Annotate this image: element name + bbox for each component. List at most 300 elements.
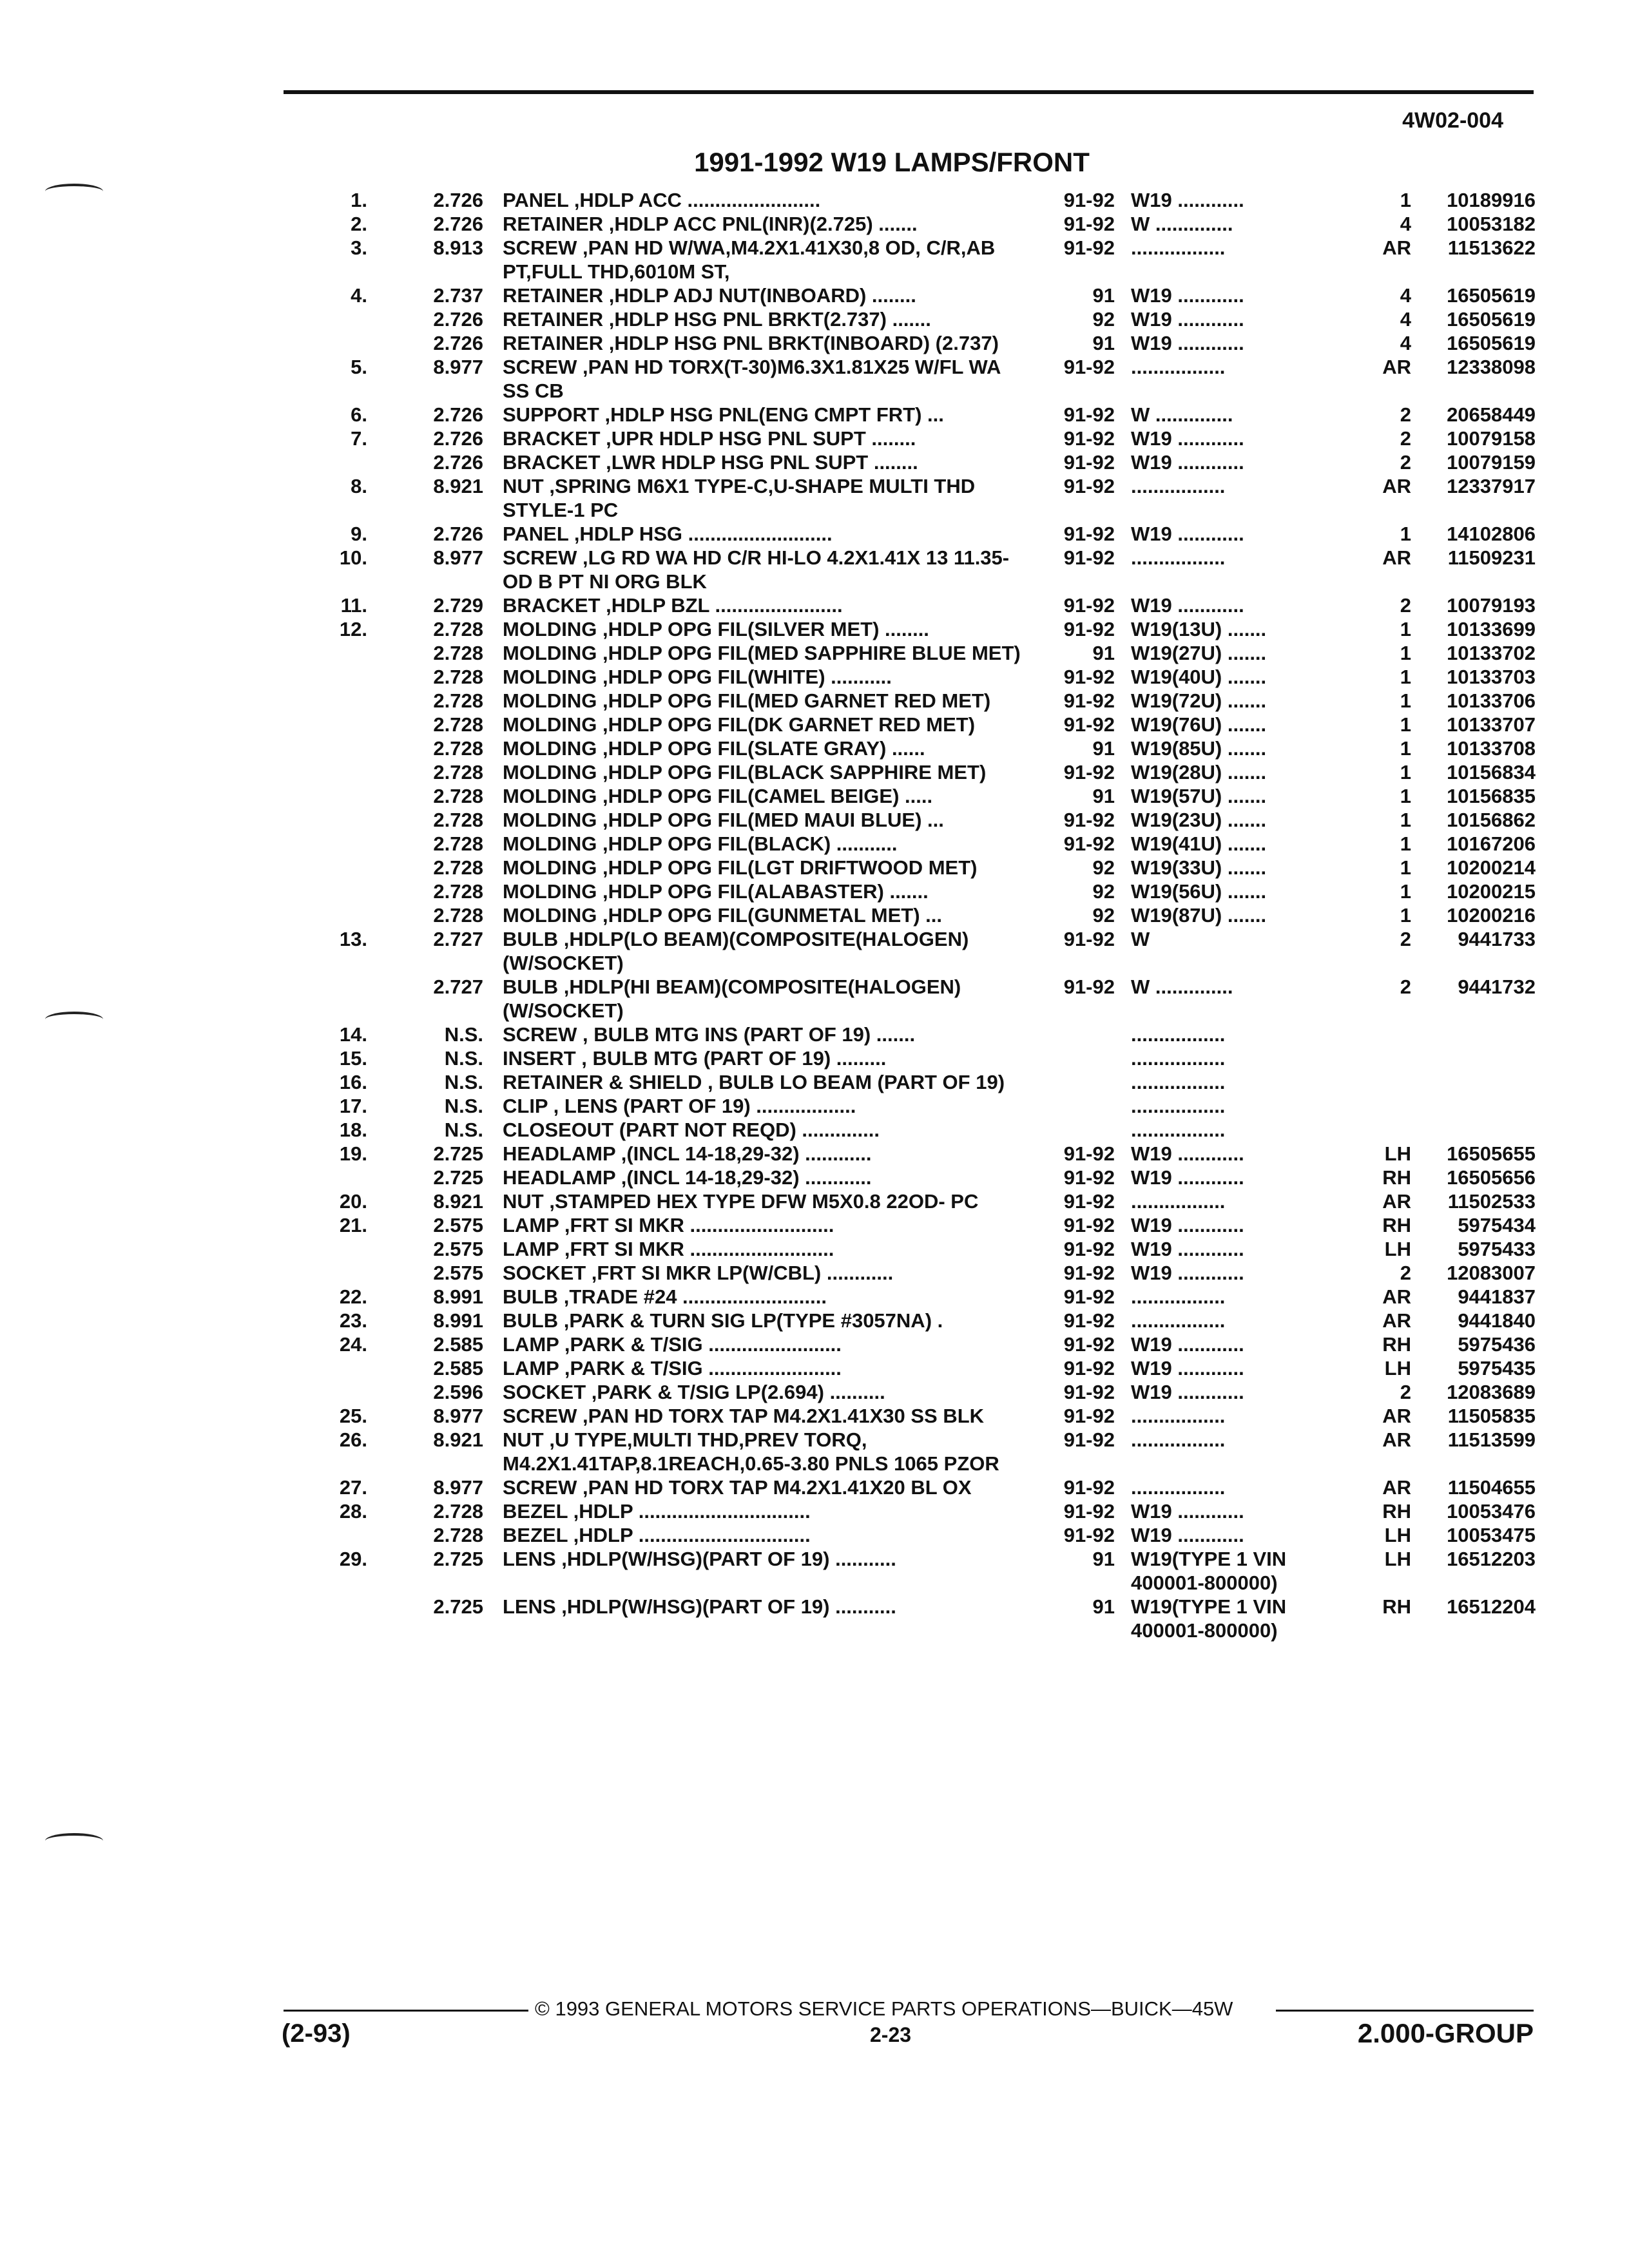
part-description: CLOSEOUT (PART NOT REQD) .............. xyxy=(503,1119,880,1141)
part-description: SOCKET ,PARK & T/SIG LP(2.694) .......... xyxy=(503,1381,885,1403)
part-description: MOLDING ,HDLP OPG FIL(CAMEL BEIGE) ..... xyxy=(503,785,933,807)
page-title: 1991-1992 W19 LAMPS/FRONT xyxy=(694,147,1090,177)
item-number: 13. xyxy=(339,928,367,950)
part-description: BULB ,HDLP(HI BEAM)(COMPOSITE(HALOGEN) (W/SOCKET) xyxy=(503,975,961,1022)
quantity: AR xyxy=(1382,1285,1411,1308)
table-row xyxy=(0,1475,1629,1499)
quantity: 2 xyxy=(1400,1381,1411,1403)
quantity: AR xyxy=(1382,1190,1411,1213)
table-row xyxy=(0,689,1629,713)
model-code: W19(56U) ....... xyxy=(1131,880,1267,903)
part-number: 9441733 xyxy=(1458,928,1536,950)
model-years: 91-92 xyxy=(1063,475,1115,497)
model-code: W19 ............ xyxy=(1131,1238,1244,1260)
part-number: 11509231 xyxy=(1447,546,1536,569)
group-number: 2.728 xyxy=(433,809,483,831)
model-code: W19 ............ xyxy=(1131,332,1244,354)
quantity: 1 xyxy=(1400,713,1411,736)
part-description: MOLDING ,HDLP OPG FIL(BLACK SAPPHIRE MET) xyxy=(503,761,987,783)
group-number: 2.725 xyxy=(433,1548,483,1570)
model-years: 92 xyxy=(1092,904,1115,927)
model-code: W19 ............ xyxy=(1131,451,1244,474)
table-row xyxy=(0,1595,1629,1642)
quantity: AR xyxy=(1382,1405,1411,1427)
model-years: 91 xyxy=(1092,737,1115,760)
model-code: W19 ............ xyxy=(1131,594,1244,617)
group-number: 8.977 xyxy=(433,356,483,378)
model-years: 92 xyxy=(1092,308,1115,331)
item-number: 5. xyxy=(351,356,367,378)
part-number: 16512203 xyxy=(1447,1548,1536,1570)
part-number: 12083689 xyxy=(1447,1381,1536,1403)
model-code: ................. xyxy=(1131,1476,1226,1499)
part-description: RETAINER ,HDLP HSG PNL BRKT(2.737) ....... xyxy=(503,308,931,331)
part-number: 14102806 xyxy=(1447,523,1536,545)
table-row xyxy=(0,1189,1629,1213)
item-number: 17. xyxy=(339,1095,367,1117)
model-years: 91-92 xyxy=(1063,1190,1115,1213)
quantity: LH xyxy=(1384,1238,1411,1260)
table-row xyxy=(0,808,1629,832)
quantity: 2 xyxy=(1400,451,1411,474)
item-number: 21. xyxy=(339,1214,367,1236)
part-description: SCREW ,PAN HD TORX TAP M4.2X1.41X30 SS BLK xyxy=(503,1405,985,1427)
group-number: 2.728 xyxy=(433,1500,483,1523)
group-number: N.S. xyxy=(444,1047,483,1070)
group-number: 2.729 xyxy=(433,594,483,617)
model-code: ................. xyxy=(1131,1047,1226,1070)
table-row xyxy=(0,1118,1629,1142)
part-description: MOLDING ,HDLP OPG FIL(DK GARNET RED MET) xyxy=(503,713,976,736)
part-description: BEZEL ,HDLP ............................... xyxy=(503,1500,811,1523)
group-number: 2.728 xyxy=(433,642,483,664)
part-number: 10200215 xyxy=(1447,880,1536,903)
margin-mark xyxy=(45,1012,103,1027)
model-years: 91-92 xyxy=(1063,403,1115,426)
model-years: 91-92 xyxy=(1063,761,1115,783)
group-number: 2.596 xyxy=(433,1381,483,1403)
part-number: 10053182 xyxy=(1447,213,1536,235)
model-years: 91-92 xyxy=(1063,1428,1115,1451)
part-number: 10079193 xyxy=(1447,594,1536,617)
item-number: 1. xyxy=(351,189,367,211)
table-row xyxy=(0,236,1629,284)
model-code: W19(72U) ....... xyxy=(1131,689,1267,712)
group-number: 2.575 xyxy=(433,1238,483,1260)
part-description: SCREW ,PAN HD TORX(T-30)M6.3X1.81X25 W/FL WA SS CB xyxy=(503,356,1001,402)
model-code: W19(28U) ....... xyxy=(1131,761,1267,783)
item-number: 19. xyxy=(339,1142,367,1165)
model-code: W19(TYPE 1 VIN 400001-800000) xyxy=(1131,1595,1287,1642)
model-years: 91-92 xyxy=(1063,451,1115,474)
model-code: W19(87U) ....... xyxy=(1131,904,1267,927)
group-number: 8.977 xyxy=(433,1405,483,1427)
group-number: 2.725 xyxy=(433,1166,483,1189)
table-row xyxy=(0,1094,1629,1118)
part-description: RETAINER ,HDLP HSG PNL BRKT(INBOARD) (2.737) xyxy=(503,332,999,354)
table-row xyxy=(0,736,1629,760)
part-number: 12338098 xyxy=(1447,356,1536,378)
table-row xyxy=(0,1404,1629,1428)
quantity: AR xyxy=(1382,356,1411,378)
quantity: 1 xyxy=(1400,856,1411,879)
part-number: 10053475 xyxy=(1447,1524,1536,1546)
model-years: 91-92 xyxy=(1063,1166,1115,1189)
quantity: 4 xyxy=(1400,332,1411,354)
quantity: 1 xyxy=(1400,904,1411,927)
group-number: N.S. xyxy=(444,1119,483,1141)
model-code: W19 ............ xyxy=(1131,1142,1244,1165)
part-description: LAMP ,PARK & T/SIG ........................ xyxy=(503,1333,842,1356)
part-number: 16505655 xyxy=(1447,1142,1536,1165)
quantity: 1 xyxy=(1400,642,1411,664)
group-number: 2.575 xyxy=(433,1214,483,1236)
table-row xyxy=(0,212,1629,236)
table-row xyxy=(0,474,1629,522)
part-description: MOLDING ,HDLP OPG FIL(GUNMETAL MET) ... xyxy=(503,904,942,927)
table-row xyxy=(0,427,1629,450)
margin-mark xyxy=(45,1833,103,1849)
part-description: MOLDING ,HDLP OPG FIL(MED SAPPHIRE BLUE MET) xyxy=(503,642,1021,664)
table-row xyxy=(0,1523,1629,1547)
quantity: 1 xyxy=(1400,523,1411,545)
model-code: W19 ............ xyxy=(1131,1214,1244,1236)
model-years: 91-92 xyxy=(1063,1476,1115,1499)
model-years: 91 xyxy=(1092,1595,1115,1618)
item-number: 25. xyxy=(339,1405,367,1427)
table-row xyxy=(0,879,1629,903)
quantity: LH xyxy=(1384,1142,1411,1165)
part-description: NUT ,SPRING M6X1 TYPE-C,U-SHAPE MULTI THD STYLE-1 PC xyxy=(503,475,976,521)
model-code: W19 ............ xyxy=(1131,427,1244,450)
part-description: LAMP ,FRT SI MKR .......................... xyxy=(503,1238,834,1260)
model-code: ................. xyxy=(1131,1309,1226,1332)
group-number: 2.727 xyxy=(433,928,483,950)
model-years: 91-92 xyxy=(1063,1500,1115,1523)
quantity: 1 xyxy=(1400,785,1411,807)
group-number: 2.726 xyxy=(433,451,483,474)
part-description: MOLDING ,HDLP OPG FIL(SILVER MET) ........ xyxy=(503,618,929,640)
part-number: 11513599 xyxy=(1447,1428,1536,1451)
part-description: NUT ,U TYPE,MULTI THD,PREV TORQ, M4.2X1.41TAP,8.1REACH,0.65-3.80 PNLS 1065 PZOR xyxy=(503,1428,999,1475)
revision-date: (2-93) xyxy=(282,2019,351,2048)
model-code: W19 ............ xyxy=(1131,1357,1244,1379)
table-row xyxy=(0,546,1629,593)
model-code: ................. xyxy=(1131,236,1226,259)
model-years: 91-92 xyxy=(1063,1405,1115,1427)
part-description: BULB ,TRADE #24 .......................... xyxy=(503,1285,827,1308)
model-code: W19(76U) ....... xyxy=(1131,713,1267,736)
group-number: N.S. xyxy=(444,1095,483,1117)
table-row xyxy=(0,665,1629,689)
table-row xyxy=(0,284,1629,307)
part-number: 10167206 xyxy=(1447,832,1536,855)
model-years: 91-92 xyxy=(1063,1381,1115,1403)
quantity: 1 xyxy=(1400,189,1411,211)
part-description: RETAINER ,HDLP ACC PNL(INR)(2.725) ....... xyxy=(503,213,918,235)
table-row xyxy=(0,1499,1629,1523)
group-number: 2.728 xyxy=(433,761,483,783)
group-number: 2.728 xyxy=(433,856,483,879)
part-description: MOLDING ,HDLP OPG FIL(MED MAUI BLUE) ... xyxy=(503,809,944,831)
table-row xyxy=(0,331,1629,355)
part-number: 10200216 xyxy=(1447,904,1536,927)
part-description: PANEL ,HDLP HSG .......................... xyxy=(503,523,833,545)
part-number: 10133706 xyxy=(1447,689,1536,712)
part-number: 10133708 xyxy=(1447,737,1536,760)
footer-rule-left xyxy=(284,2010,528,2012)
part-number: 10156835 xyxy=(1447,785,1536,807)
item-number: 10. xyxy=(339,546,367,569)
part-number: 10079159 xyxy=(1447,451,1536,474)
group-number: 2.727 xyxy=(433,975,483,998)
part-description: MOLDING ,HDLP OPG FIL(SLATE GRAY) ...... xyxy=(503,737,925,760)
group-number: 2.728 xyxy=(433,880,483,903)
model-years: 91-92 xyxy=(1063,356,1115,378)
quantity: 2 xyxy=(1400,928,1411,950)
part-description: NUT ,STAMPED HEX TYPE DFW M5X0.8 22OD- PC xyxy=(503,1190,979,1213)
table-row xyxy=(0,1309,1629,1332)
model-code: ................. xyxy=(1131,1285,1226,1308)
part-number: 9441837 xyxy=(1458,1285,1536,1308)
quantity: 1 xyxy=(1400,618,1411,640)
model-code: ................. xyxy=(1131,1428,1226,1451)
group-number: 8.913 xyxy=(433,236,483,259)
part-number: 10133707 xyxy=(1447,713,1536,736)
quantity: 2 xyxy=(1400,403,1411,426)
footer-copyright: © 1993 GENERAL MOTORS SERVICE PARTS OPERATIONS—BUICK—45W xyxy=(535,1997,1233,2020)
model-code: W19 ............ xyxy=(1131,523,1244,545)
part-description: SCREW ,LG RD WA HD C/R HI-LO 4.2X1.41X 13 11.35-OD B PT NI ORG BLK xyxy=(503,546,1010,593)
model-code: W19 ............ xyxy=(1131,308,1244,331)
item-number: 16. xyxy=(339,1071,367,1093)
group-number: 2.728 xyxy=(433,666,483,688)
table-row xyxy=(0,450,1629,474)
item-number: 7. xyxy=(351,427,367,450)
model-years: 91-92 xyxy=(1063,928,1115,950)
group-number: 2.726 xyxy=(433,213,483,235)
model-years: 91-92 xyxy=(1063,523,1115,545)
model-code: ................. xyxy=(1131,1119,1226,1141)
model-years: 91 xyxy=(1092,332,1115,354)
item-number: 3. xyxy=(351,236,367,259)
table-row xyxy=(0,1547,1629,1595)
model-years: 91-92 xyxy=(1063,666,1115,688)
quantity: AR xyxy=(1382,1309,1411,1332)
part-description: MOLDING ,HDLP OPG FIL(MED GARNET RED MET) xyxy=(503,689,991,712)
table-row xyxy=(0,832,1629,856)
model-years: 91-92 xyxy=(1063,1309,1115,1332)
model-years: 91-92 xyxy=(1063,689,1115,712)
model-code: W19 ............ xyxy=(1131,1500,1244,1523)
part-number: 16505619 xyxy=(1447,332,1536,354)
model-years: 91-92 xyxy=(1063,1524,1115,1546)
model-years: 91-92 xyxy=(1063,975,1115,998)
table-row xyxy=(0,1285,1629,1309)
part-description: LENS ,HDLP(W/HSG)(PART OF 19) ........... xyxy=(503,1595,896,1618)
item-number: 4. xyxy=(351,284,367,307)
item-number: 24. xyxy=(339,1333,367,1356)
group-number: 2.575 xyxy=(433,1262,483,1284)
model-code: W19 ............ xyxy=(1131,284,1244,307)
part-description: INSERT , BULB MTG (PART OF 19) ......... xyxy=(503,1047,887,1070)
part-number: 5975433 xyxy=(1458,1238,1536,1260)
part-description: MOLDING ,HDLP OPG FIL(ALABASTER) ....... xyxy=(503,880,929,903)
group-number: 8.921 xyxy=(433,1190,483,1213)
part-number: 10133699 xyxy=(1447,618,1536,640)
item-number: 6. xyxy=(351,403,367,426)
table-row xyxy=(0,1142,1629,1166)
quantity: AR xyxy=(1382,1428,1411,1451)
part-description: BULB ,HDLP(LO BEAM)(COMPOSITE(HALOGEN) (W/SOCKET) xyxy=(503,928,969,974)
quantity: 4 xyxy=(1400,284,1411,307)
quantity: 1 xyxy=(1400,666,1411,688)
part-number: 5975435 xyxy=(1458,1357,1536,1379)
part-description: HEADLAMP ,(INCL 14-18,29-32) ............ xyxy=(503,1142,872,1165)
part-number: 10133702 xyxy=(1447,642,1536,664)
quantity: LH xyxy=(1384,1548,1411,1570)
part-number: 16505656 xyxy=(1447,1166,1536,1189)
item-number: 9. xyxy=(351,523,367,545)
group-number: 2.726 xyxy=(433,403,483,426)
item-number: 18. xyxy=(339,1119,367,1141)
model-code: W19(13U) ....... xyxy=(1131,618,1267,640)
group-number: 2.726 xyxy=(433,427,483,450)
model-code: ................. xyxy=(1131,1071,1226,1093)
group-number: 2.728 xyxy=(433,904,483,927)
table-row xyxy=(0,593,1629,617)
group-number: 2.585 xyxy=(433,1333,483,1356)
part-number: 10156834 xyxy=(1447,761,1536,783)
part-description: BEZEL ,HDLP ............................... xyxy=(503,1524,811,1546)
model-years: 91-92 xyxy=(1063,1262,1115,1284)
group-number: 2.728 xyxy=(433,618,483,640)
page-number: 2-23 xyxy=(870,2023,912,2046)
part-number: 5975436 xyxy=(1458,1333,1536,1356)
table-row xyxy=(0,1046,1629,1070)
table-row xyxy=(0,784,1629,808)
model-years: 91-92 xyxy=(1063,213,1115,235)
part-description: LAMP ,PARK & T/SIG ........................ xyxy=(503,1357,842,1379)
table-row xyxy=(0,307,1629,331)
model-code: W19 ............ xyxy=(1131,1262,1244,1284)
group-number: 2.726 xyxy=(433,189,483,211)
model-years: 91-92 xyxy=(1063,189,1115,211)
model-years: 92 xyxy=(1092,856,1115,879)
quantity: 1 xyxy=(1400,737,1411,760)
model-code: ................. xyxy=(1131,1095,1226,1117)
quantity: 1 xyxy=(1400,809,1411,831)
model-years: 91 xyxy=(1092,785,1115,807)
item-number: 20. xyxy=(339,1190,367,1213)
table-row xyxy=(0,1380,1629,1404)
part-description: BRACKET ,LWR HDLP HSG PNL SUPT ........ xyxy=(503,451,918,474)
quantity: AR xyxy=(1382,236,1411,259)
group-number: 8.977 xyxy=(433,1476,483,1499)
model-code: W19 ............ xyxy=(1131,1333,1244,1356)
model-years: 91-92 xyxy=(1063,1214,1115,1236)
table-row xyxy=(0,903,1629,927)
model-code: W19(27U) ....... xyxy=(1131,642,1267,664)
quantity: AR xyxy=(1382,1476,1411,1499)
model-years: 91 xyxy=(1092,1548,1115,1570)
model-code: W19(33U) ....... xyxy=(1131,856,1267,879)
table-row xyxy=(0,1261,1629,1285)
table-row xyxy=(0,1332,1629,1356)
group-number: 2.728 xyxy=(433,689,483,712)
group-number: N.S. xyxy=(444,1071,483,1093)
group-number: 8.977 xyxy=(433,546,483,569)
group-number: 2.726 xyxy=(433,332,483,354)
model-years: 91 xyxy=(1092,284,1115,307)
item-number: 14. xyxy=(339,1023,367,1046)
quantity: RH xyxy=(1382,1595,1411,1618)
model-code: W .............. xyxy=(1131,213,1233,235)
quantity: 1 xyxy=(1400,761,1411,783)
quantity: 2 xyxy=(1400,1262,1411,1284)
quantity: AR xyxy=(1382,475,1411,497)
model-code: W19(57U) ....... xyxy=(1131,785,1267,807)
document-id: 4W02-004 xyxy=(1402,108,1503,133)
model-years: 91-92 xyxy=(1063,1142,1115,1165)
quantity: 4 xyxy=(1400,308,1411,331)
table-row xyxy=(0,927,1629,975)
model-years: 91 xyxy=(1092,642,1115,664)
table-row xyxy=(0,713,1629,736)
group-number: 2.737 xyxy=(433,284,483,307)
part-number: 12083007 xyxy=(1447,1262,1536,1284)
part-description: RETAINER ,HDLP ADJ NUT(INBOARD) ........ xyxy=(503,284,916,307)
quantity: 2 xyxy=(1400,975,1411,998)
quantity: 2 xyxy=(1400,427,1411,450)
group-number: 2.728 xyxy=(433,785,483,807)
item-number: 26. xyxy=(339,1428,367,1451)
margin-mark xyxy=(45,184,103,199)
group-number: 2.726 xyxy=(433,308,483,331)
quantity: 1 xyxy=(1400,689,1411,712)
group-number: 2.585 xyxy=(433,1357,483,1379)
model-code: W19(85U) ....... xyxy=(1131,737,1267,760)
part-number: 10133703 xyxy=(1447,666,1536,688)
model-years: 91-92 xyxy=(1063,1333,1115,1356)
part-number: 5975434 xyxy=(1458,1214,1536,1236)
part-description: PANEL ,HDLP ACC ........................ xyxy=(503,189,821,211)
table-row xyxy=(0,760,1629,784)
part-description: MOLDING ,HDLP OPG FIL(BLACK) ........... xyxy=(503,832,898,855)
part-number: 12337917 xyxy=(1447,475,1536,497)
model-code: ................. xyxy=(1131,1405,1226,1427)
group-number: 2.728 xyxy=(433,713,483,736)
quantity: RH xyxy=(1382,1500,1411,1523)
model-code: W19 ............ xyxy=(1131,189,1244,211)
model-years: 91-92 xyxy=(1063,832,1115,855)
group-number: 2.725 xyxy=(433,1595,483,1618)
part-description: SCREW ,PAN HD TORX TAP M4.2X1.41X20 BL OX xyxy=(503,1476,972,1499)
item-number: 8. xyxy=(351,475,367,497)
model-years: 91-92 xyxy=(1063,546,1115,569)
part-description: SCREW , BULB MTG INS (PART OF 19) ....... xyxy=(503,1023,916,1046)
table-row xyxy=(0,522,1629,546)
model-years: 91-92 xyxy=(1063,236,1115,259)
group-label: 2.000-GROUP xyxy=(1357,2018,1534,2048)
part-number: 9441840 xyxy=(1458,1309,1536,1332)
group-number: 8.991 xyxy=(433,1285,483,1308)
model-code: W .............. xyxy=(1131,403,1233,426)
model-years: 91-92 xyxy=(1063,1285,1115,1308)
model-code: W .............. xyxy=(1131,975,1233,998)
model-code: W19(41U) ....... xyxy=(1131,832,1267,855)
table-row xyxy=(0,856,1629,879)
